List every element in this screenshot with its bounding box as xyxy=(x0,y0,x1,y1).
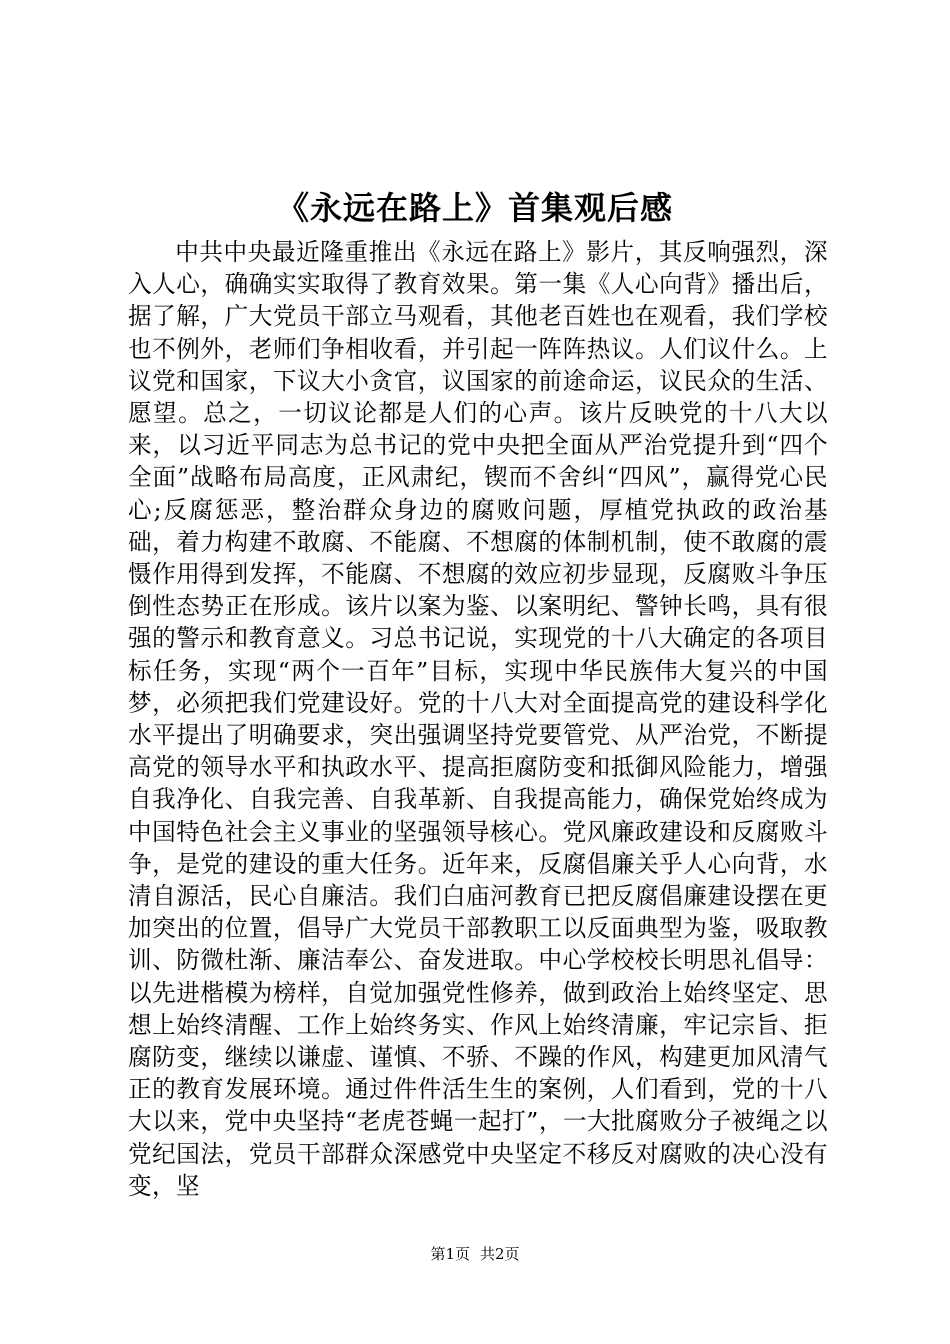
page-total: 共2页 xyxy=(480,1245,520,1263)
page-number: 第1页 xyxy=(430,1245,470,1263)
page-footer xyxy=(0,1244,950,1264)
document-title: 《永远在路上》首集观后感 xyxy=(276,189,673,227)
document-body: 中共中央最近隆重推出《永远在路上》影片，其反响强烈，深入人心，确确实实取得了教育效果。第一集《人心向背》播出后，据了解，广大党员干部立马观看，其他老百姓也在观看，我们学校也不例外，老师们争相收看，并引起一阵阵热议。人们议什么。上议党和国家，下议大小贪官，议国家的前途命运，议民众的生活、愿望。总之，一切议论都是人们的心声。该片反映党的十八大以来，以习近平同志为总书记的党中央把全面从严治党提升到“四个全面”战略布局高度，正风肃纪，锲而不舍纠“四风”，赢得党心民心;反腐惩恶，整治群众身边的腐败问题，厚植党执政的政治基础，着力构建不敢腐、不能腐、不想腐的体制机制，使不敢腐的震慑作用得到发挥，不能腐、不想腐的效应初步显现，反腐败斗争压倒性态势正在形成。该片以案为鉴、以案明纪、警钟长鸣，具有很强的警示和教育意义。习总书记说，实现党的十八大确定的各项目标任务，实现“两个一百年”目标，实现中华民族伟大复兴的中国梦，必须把我们党建设好。党的十八大对全面提高党的建设科学化水平提出了明确要求，突出强调坚持党要管党、从严治党，不断提高党的领导水平和执政水平、提高拒腐防变和抵御风险能力，增强自我净化、自我完善、自我革新、自我提高能力，确保党始终成为中国特色社会主义事业的坚强领导核心。党风廉政建设和反腐败斗争，是党的建设的重大任务。近年来，反腐倡廉关乎人心向背，水清自源活，民心自廉洁。我们白庙河教育已把反腐倡廉建设摆在更加突出的位置，倡导广大党员干部教职工以反面典型为鉴，吸取教训、防微杜渐、廉洁奉公、奋发进取。中心学校校长明思礼倡导：以先进楷模为榜样，自觉加强党性修养，做到政治上始终坚定、思想上始终清醒、工作上始终务实、作风上始终清廉，牢记宗旨、拒腐防变，继续以谦虚、谨慎、不骄、不躁的作风，构建更加风清气正的教育发展环境。通过件件活生生的案例，人们看到，党的十八大以来，党中央坚持“老虎苍蝇一起打”，一大批腐败分子被绳之以党纪国法，党员干部群众深感党中央坚定不移反对腐败的决心没有变，坚 xyxy=(128,238,828,1200)
